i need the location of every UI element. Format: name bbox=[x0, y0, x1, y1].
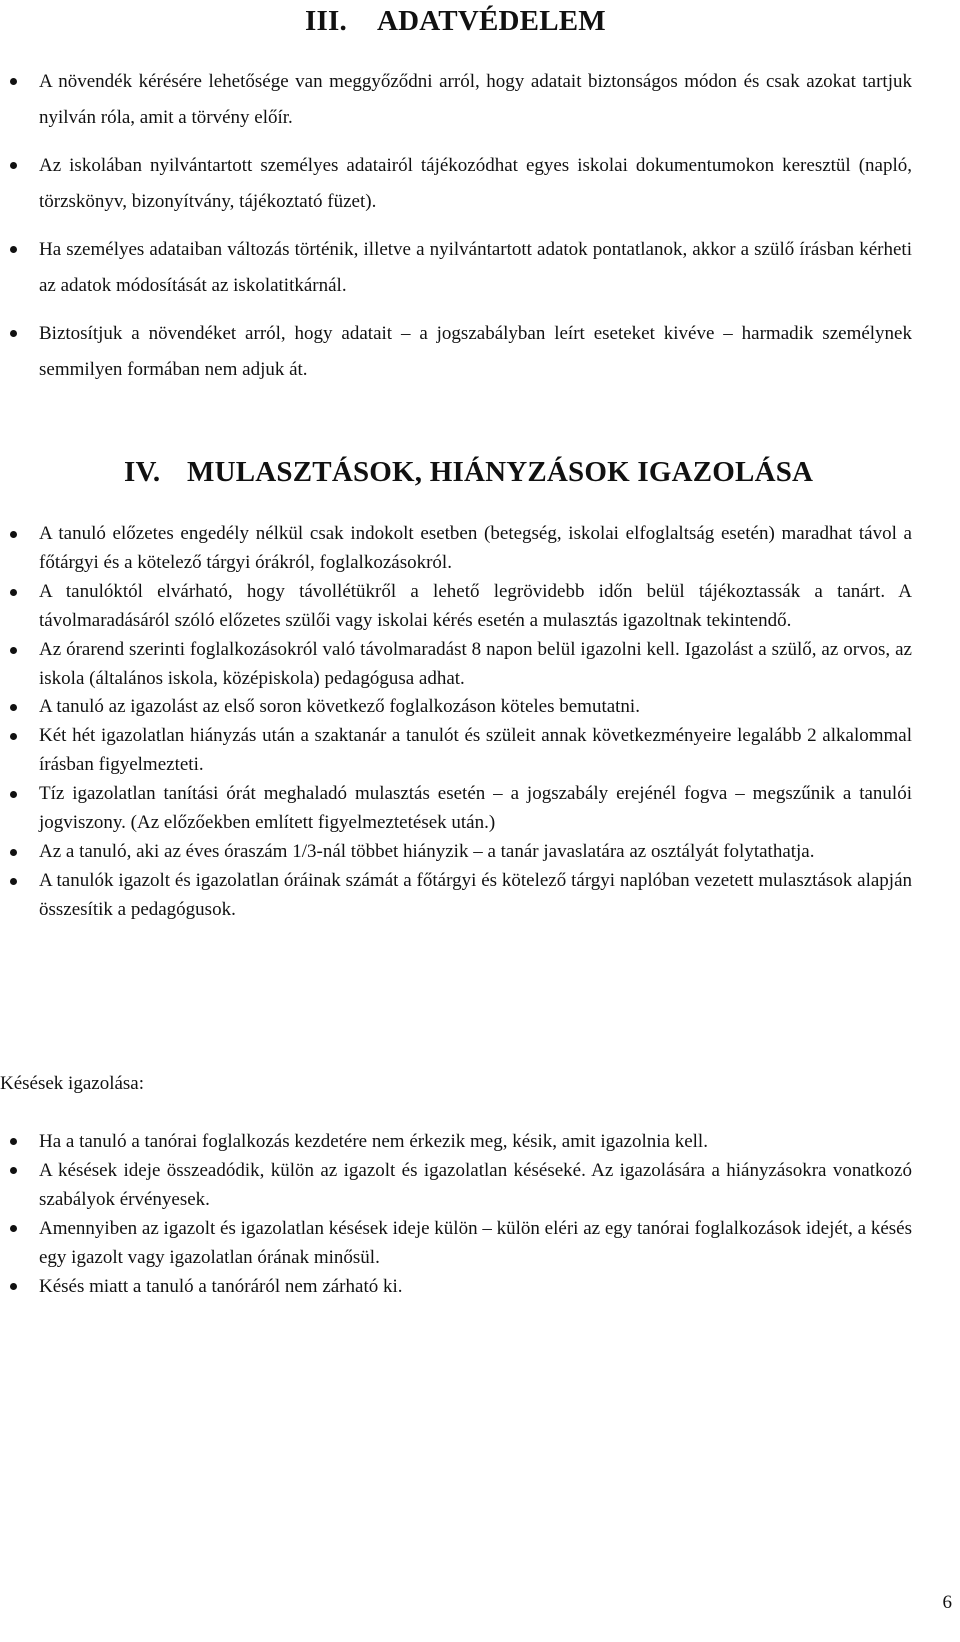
bullet-icon bbox=[10, 878, 17, 885]
mulasztasok-list bbox=[0, 520, 960, 925]
list-item-text: A késések ideje összeadódik, külön az igazolt és igazolatlan késéseké. Az igazolására a hiányzásokra vonatkozó szabályok érvényesek. bbox=[39, 1160, 912, 1210]
list-item bbox=[0, 780, 960, 838]
bullet-icon bbox=[10, 246, 17, 253]
section-number: III. bbox=[305, 5, 347, 37]
bullet-icon bbox=[10, 589, 17, 596]
kesesek-list bbox=[0, 1127, 960, 1301]
list-item bbox=[0, 838, 960, 867]
list-item bbox=[0, 520, 960, 578]
list-item-text: Az a tanuló, aki az éves óraszám 1/3-nál többet hiányzik – a tanár javaslatára az osztályát folytathatja. bbox=[39, 840, 815, 862]
bullet-icon bbox=[10, 791, 17, 798]
list-item-text: A növendék kérésére lehetősége van meggyőződni arról, hogy adatait biztonságos módon és csak azokat tartjuk nyilván róla, amit a törvény előír. bbox=[39, 71, 912, 128]
list-item bbox=[0, 867, 960, 925]
list-item bbox=[0, 232, 960, 304]
list-item bbox=[0, 148, 960, 220]
list-item bbox=[0, 1156, 960, 1214]
section-heading-mulasztasok bbox=[124, 455, 813, 489]
list-item-text: Ha személyes adataiban változás történik, illetve a nyilvántartott adatok pontatlanok, akkor a szülő írásban kérheti az adatok módosítását az iskolatitkárnál. bbox=[39, 239, 912, 296]
list-item-text: Az iskolában nyilvántartott személyes adatairól tájékozódhat egyes iskolai dokumentumokon keresztül (napló, törzskönyv, bizonyítvány, tájékoztató füzet). bbox=[39, 155, 912, 212]
list-item bbox=[0, 64, 960, 136]
bullet-icon bbox=[10, 1138, 17, 1145]
bullet-icon bbox=[10, 78, 17, 85]
list-item-text: Tíz igazolatlan tanítási órát meghaladó mulasztás esetén – a jogszabály erejénél fogva – megszűnik a tanulói jogviszony. (Az előzőekben említett figyelmeztetések után.) bbox=[39, 783, 912, 834]
page-number: 6 bbox=[942, 1592, 952, 1613]
list-item bbox=[0, 1127, 960, 1156]
kesesek-heading: Késések igazolása: bbox=[0, 1073, 145, 1094]
list-item-text: Ha a tanuló a tanórai foglalkozás kezdetére nem érkezik meg, késik, amit igazolnia kell. bbox=[39, 1131, 708, 1152]
section-title: MULASZTÁSOK, HIÁNYZÁSOK IGAZOLÁSA bbox=[187, 456, 814, 488]
section-heading-adatvedelem bbox=[305, 4, 606, 38]
list-item bbox=[0, 693, 960, 722]
list-item-text: A tanulók igazolt és igazolatlan óráinak számát a főtárgyi és kötelező tárgyi naplóban vezetett mulasztások alapján összesítik a pedagógusok. bbox=[39, 869, 912, 920]
list-item-text: Két hét igazolatlan hiányzás után a szaktanár a tanulót és szüleit annak következményeire legalább 2 alkalommal írásban figyelmezteti. bbox=[39, 725, 912, 776]
section-number: IV. bbox=[124, 456, 161, 488]
adatvedelem-list bbox=[0, 64, 960, 400]
bullet-icon bbox=[10, 647, 17, 654]
list-item-text: Késés miatt a tanuló a tanóráról nem zárható ki. bbox=[39, 1276, 403, 1297]
list-item bbox=[0, 722, 960, 780]
list-item-text: A tanuló előzetes engedély nélkül csak indokolt esetben (betegség, iskolai elfoglaltság esetén) maradhat távol a főtárgyi és a kötelező tárgyi órákról, foglalkozásokról. bbox=[39, 523, 912, 573]
bullet-icon bbox=[10, 1283, 17, 1290]
list-item-text: A tanulóktól elvárható, hogy távollétükről a lehető legrövidebb időn belül tájékoztassák a tanárt. A távolmaradásáról szóló előzetes szülői vagy iskolai kérés esetén a mulasztás igazoltnak tekintendő. bbox=[39, 580, 912, 631]
list-item bbox=[0, 578, 960, 636]
list-item-text: Biztosítjuk a növendéket arról, hogy adatait – a jogszabályban leírt eseteket kivéve – harmadik személynek semmilyen formában nem adjuk át. bbox=[39, 323, 912, 380]
list-item-text: Amennyiben az igazolt és igazolatlan késések ideje külön – külön eléri az egy tanórai foglalkozások idejét, a késés egy igazolt vagy igazolatlan órának minősül. bbox=[39, 1218, 912, 1268]
bullet-icon bbox=[10, 531, 17, 538]
list-item bbox=[0, 1214, 960, 1272]
bullet-icon bbox=[10, 849, 17, 856]
bullet-icon bbox=[10, 733, 17, 740]
list-item bbox=[0, 636, 960, 694]
list-item-text: Az órarend szerinti foglalkozásokról való távolmaradást 8 napon belül igazolni kell. Igazolást a szülő, az orvos, az iskola (általános iskola, középiskola) pedagógusa adhat. bbox=[39, 638, 912, 689]
list-item-text: A tanuló az igazolást az első soron következő foglalkozáson köteles bemutatni. bbox=[39, 696, 640, 718]
bullet-icon bbox=[10, 162, 17, 169]
bullet-icon bbox=[10, 1167, 17, 1174]
bullet-icon bbox=[10, 330, 17, 337]
bullet-icon bbox=[10, 1225, 17, 1232]
list-item bbox=[0, 1272, 960, 1301]
list-item bbox=[0, 316, 960, 388]
bullet-icon bbox=[10, 704, 17, 711]
section-title: ADATVÉDELEM bbox=[377, 5, 606, 37]
